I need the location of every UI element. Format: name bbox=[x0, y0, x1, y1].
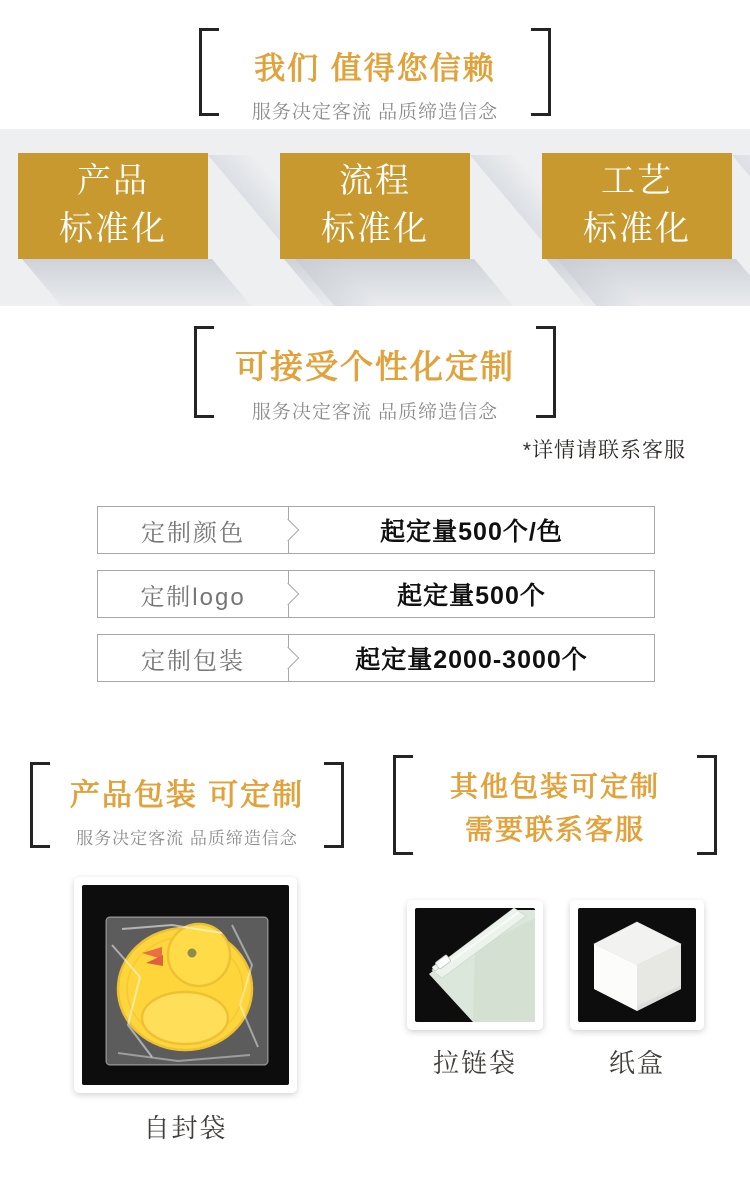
customization-spec-table bbox=[97, 506, 655, 682]
right-bracket-icon bbox=[324, 762, 344, 848]
right-bracket-icon bbox=[697, 755, 717, 855]
product-packaging-header bbox=[30, 762, 344, 848]
other-packaging-column bbox=[375, 762, 750, 1145]
trust-subtitle: 服务决定客流 品质缔造信念 bbox=[251, 102, 499, 123]
left-bracket-icon bbox=[199, 28, 219, 116]
left-bracket-icon bbox=[30, 762, 50, 848]
paper-box-label: 纸盒 bbox=[608, 1048, 665, 1078]
customization-title: 可接受个性化定制 bbox=[235, 348, 515, 385]
spec-row-logo bbox=[97, 570, 655, 618]
box-line2: 标准化 bbox=[59, 210, 167, 248]
standard-box-craft bbox=[542, 153, 732, 259]
spec-row-color bbox=[97, 506, 655, 554]
ziplock-bag-duck-plate-photo bbox=[82, 885, 289, 1085]
spec-label: 定制颜色 bbox=[98, 507, 289, 553]
ziplock-label: 自封袋 bbox=[143, 1113, 228, 1143]
other-packaging-title-line1: 其他包装可定制 bbox=[449, 771, 660, 802]
zipper-bag-block bbox=[407, 900, 543, 1080]
paper-box-block bbox=[570, 900, 704, 1080]
zipper-bag-photo bbox=[415, 908, 535, 1022]
left-bracket-icon bbox=[393, 755, 413, 855]
ziplock-photo-card bbox=[74, 877, 297, 1093]
spec-label: 定制logo bbox=[98, 571, 289, 617]
customization-subtitle: 服务决定客流 品质缔造信念 bbox=[251, 402, 499, 423]
product-packaging-column bbox=[0, 762, 375, 1145]
box-line2: 标准化 bbox=[583, 210, 691, 248]
packaging-section bbox=[0, 762, 750, 1145]
spec-label: 定制包装 bbox=[98, 635, 289, 681]
box-line1: 工艺 bbox=[601, 162, 673, 201]
spec-value: 起定量500个/色 bbox=[380, 518, 563, 546]
box-line1: 产品 bbox=[77, 162, 149, 201]
trust-title: 我们 值得您信赖 bbox=[254, 51, 496, 86]
standard-box-process bbox=[280, 153, 470, 259]
paper-box-photo-card bbox=[570, 900, 704, 1030]
other-packaging-title-line2: 需要联系客服 bbox=[464, 814, 645, 846]
contact-service-note: *详情请联系客服 bbox=[522, 439, 686, 462]
ziplock-photo-block bbox=[74, 877, 297, 1145]
spec-row-packaging bbox=[97, 634, 655, 682]
trust-header bbox=[199, 28, 551, 123]
zipper-bag-photo-card bbox=[407, 900, 543, 1030]
left-bracket-icon bbox=[194, 326, 214, 418]
customization-header bbox=[194, 326, 556, 423]
other-packaging-header bbox=[393, 755, 717, 855]
paper-box-photo bbox=[578, 908, 696, 1022]
right-bracket-icon bbox=[536, 326, 556, 418]
box-line1: 流程 bbox=[339, 162, 411, 201]
other-packaging-photos bbox=[407, 900, 750, 1080]
spec-value: 起定量500个 bbox=[397, 582, 546, 610]
right-bracket-icon bbox=[531, 28, 551, 116]
box-line2: 标准化 bbox=[321, 210, 429, 248]
spec-value: 起定量2000-3000个 bbox=[355, 646, 588, 674]
zipper-bag-label: 拉链袋 bbox=[432, 1048, 517, 1078]
product-packaging-title: 产品包装 可定制 bbox=[69, 779, 305, 812]
standard-box-product bbox=[18, 153, 208, 259]
product-packaging-subtitle: 服务决定客流 品质缔造信念 bbox=[76, 829, 298, 848]
standardization-band bbox=[0, 129, 750, 306]
